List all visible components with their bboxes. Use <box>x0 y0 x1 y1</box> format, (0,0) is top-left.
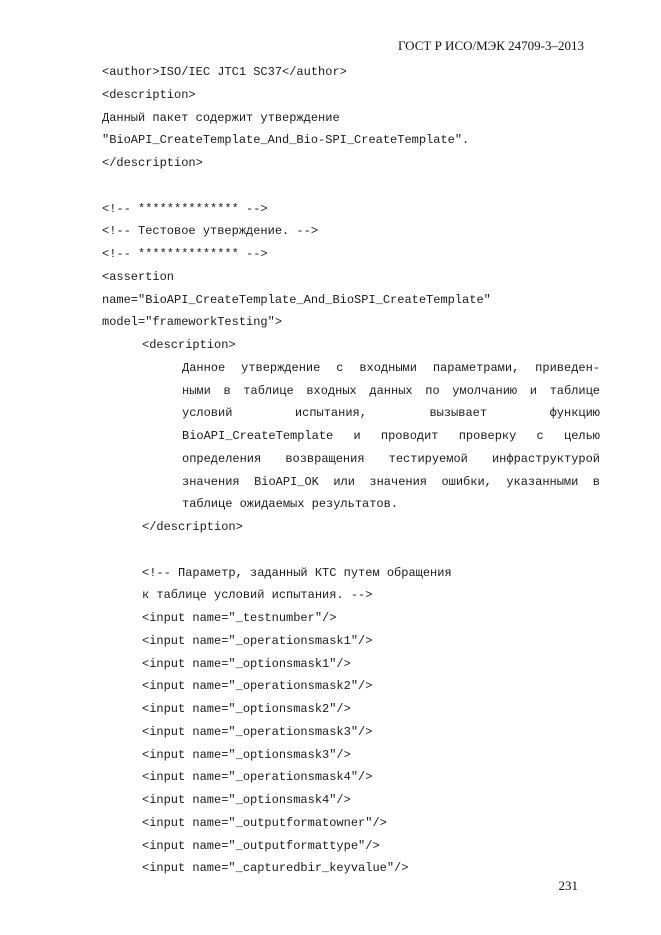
assertion-model-line: model="frameworkTesting"> <box>102 315 283 330</box>
inner-text-line: условий испытания, вызывает функцию <box>182 406 600 421</box>
input-line: <input name="_optionsmask3"/> <box>142 747 351 762</box>
input-line: <input name="_operationsmask3"/> <box>142 724 373 739</box>
input-line: <input name="_outputformattype"/> <box>142 838 380 853</box>
inner-text-line: определения возвращения тестируемой инфраструктурой <box>182 451 600 466</box>
input-line: <input name="_optionsmask4"/> <box>142 793 351 807</box>
standard-header: ГОСТ Р ИСО/МЭК 24709-3–2013 <box>397 38 584 53</box>
input-line: <input name="_operationsmask2"/> <box>142 679 373 694</box>
comment-line: <!-- Тестовое утверждение. --> <box>102 224 319 239</box>
inner-description-close-line: </description> <box>142 520 243 534</box>
input-line: <input name="_outputformatowner"/> <box>142 815 387 830</box>
inner-text-line: BioAPI_CreateTemplate и проводит проверку с целью <box>182 429 600 443</box>
input-line: <input name="_operationsmask1"/> <box>142 633 373 648</box>
input-line: <input name="_optionsmask2"/> <box>142 702 351 716</box>
description-text-line: Данный пакет содержит утверждение <box>102 110 340 125</box>
description-text-line: "BioAPI_CreateTemplate_And_Bio-SPI_CreateTemplate". <box>102 133 470 148</box>
blank-line <box>102 175 602 198</box>
input-line: <input name="_optionsmask1"/> <box>142 656 351 671</box>
param-comment-line: к таблице условий испытания. --> <box>142 588 373 603</box>
comment-line: <!-- ************** --> <box>102 247 268 261</box>
param-comment-line: <!-- Параметр, заданный КТС путем обращения <box>142 565 452 580</box>
description-open-line: <description> <box>102 87 196 102</box>
inner-text-last-line: таблице ожидаемых результатов. <box>182 497 399 512</box>
inner-text-line: ными в таблице входных данных по умолчанию и таблице <box>182 383 600 398</box>
input-line: <input name="_operationsmask4"/> <box>142 770 373 785</box>
code-listing <box>102 61 602 880</box>
inner-description-open-line: <description> <box>142 338 236 352</box>
input-line: <input name="_capturedbir_keyvalue"/> <box>142 861 409 876</box>
input-line: <input name="_testnumber"/> <box>142 611 337 625</box>
page-number: 231 <box>558 878 578 893</box>
assertion-name-line: name="BioAPI_CreateTemplate_And_BioSPI_CreateTemplate" <box>102 292 491 307</box>
author-line: <author>ISO/IEC JTC1 SC37</author> <box>102 65 347 79</box>
description-close-line: </description> <box>102 156 203 170</box>
blank-line <box>102 539 602 562</box>
inner-text-line: значения BioAPI_OK или значения ошибки, указанными в <box>182 474 600 489</box>
comment-line: <!-- ************** --> <box>102 201 268 216</box>
assertion-open-line: <assertion <box>102 269 175 284</box>
inner-text-line: Данное утверждение с входными параметрами, приведен- <box>182 360 600 375</box>
